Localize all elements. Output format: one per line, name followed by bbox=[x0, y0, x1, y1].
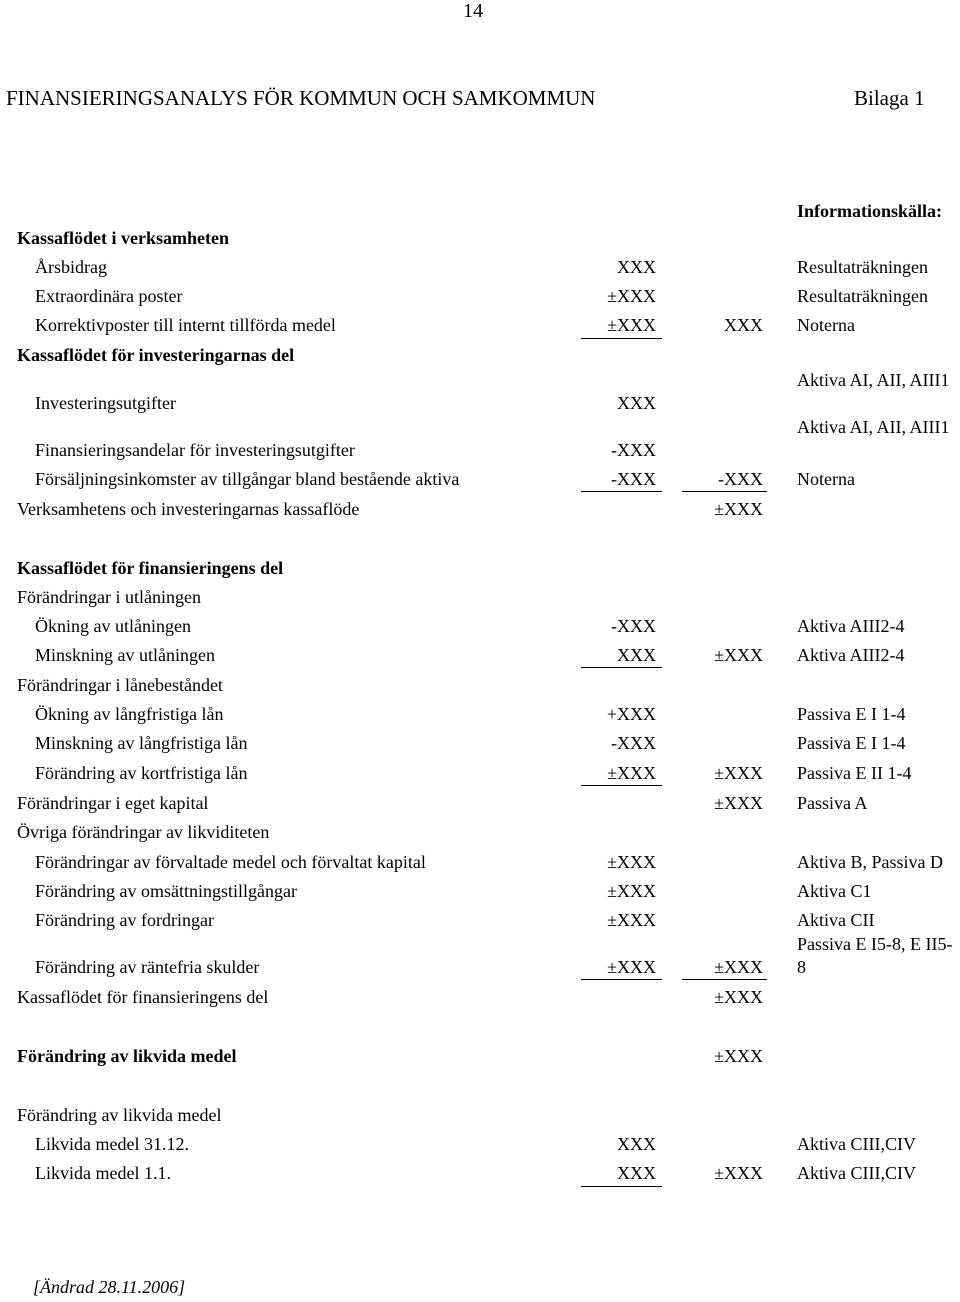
value-column-2: -XXX bbox=[718, 469, 763, 489]
source-reference: Passiva E I 1-4 bbox=[797, 733, 906, 753]
source-reference: Aktiva AI, AII, AIII1 bbox=[797, 417, 950, 437]
source-reference: Aktiva AIII2-4 bbox=[797, 645, 905, 665]
table-row bbox=[0, 733, 960, 762]
table-row bbox=[0, 1163, 960, 1192]
source-reference: Aktiva AI, AII, AIII1 bbox=[797, 370, 950, 390]
underline bbox=[581, 667, 662, 668]
table-row bbox=[0, 286, 960, 315]
table-row bbox=[0, 469, 960, 498]
table-row bbox=[0, 934, 960, 986]
source-reference: Resultaträkningen bbox=[797, 257, 928, 277]
source-reference: Aktiva CII bbox=[797, 910, 875, 930]
source-reference: Passiva A bbox=[797, 793, 868, 813]
row-label: Förändring av omsättningstillgångar bbox=[35, 881, 297, 901]
row-label: Årsbidrag bbox=[35, 257, 107, 277]
document-title: FINANSIERINGSANALYS FÖR KOMMUN OCH SAMKOMMUN bbox=[6, 86, 596, 110]
source-reference: Aktiva AIII2-4 bbox=[797, 616, 905, 636]
underline bbox=[682, 491, 767, 492]
amendment-note: [Ändrad 28.11.2006] bbox=[33, 1277, 186, 1297]
value-column-1: ±XXX bbox=[607, 763, 656, 783]
value-column-1: XXX bbox=[617, 1134, 656, 1154]
group-heading bbox=[0, 822, 960, 851]
value-column-1: +XXX bbox=[606, 704, 656, 724]
value-column-1: ±XXX bbox=[607, 957, 656, 977]
value-column-2: ±XXX bbox=[714, 987, 763, 1007]
table-row bbox=[0, 257, 960, 286]
table-row bbox=[0, 793, 960, 822]
source-reference: Aktiva B, Passiva D bbox=[797, 852, 943, 872]
underline bbox=[581, 979, 662, 980]
row-label: Förändringar i eget kapital bbox=[17, 793, 209, 813]
source-reference: Aktiva CIII,CIV bbox=[797, 1134, 916, 1154]
row-label: Minskning av långfristiga lån bbox=[35, 733, 248, 753]
table-row bbox=[0, 704, 960, 733]
table-row bbox=[0, 417, 960, 469]
row-label: Förändring av räntefria skulder bbox=[35, 957, 260, 977]
value-column-1: ±XXX bbox=[607, 881, 656, 901]
row-label: Kassaflödet för finansieringens del bbox=[17, 558, 284, 578]
group-heading bbox=[0, 587, 960, 616]
subtotal-row bbox=[0, 987, 960, 1016]
table-row bbox=[0, 881, 960, 910]
value-column-1: ±XXX bbox=[607, 852, 656, 872]
value-column-2: ±XXX bbox=[714, 1046, 763, 1066]
row-label: Extraordinära poster bbox=[35, 286, 183, 306]
underline bbox=[581, 1186, 662, 1187]
value-column-1: XXX bbox=[617, 645, 656, 665]
source-reference: Aktiva CIII,CIV bbox=[797, 1163, 916, 1183]
subtotal-row bbox=[0, 499, 960, 528]
row-label: Kassaflödet i verksamheten bbox=[17, 228, 229, 248]
value-column-1: -XXX bbox=[611, 616, 656, 636]
underline bbox=[682, 979, 767, 980]
row-label: Minskning av utlåningen bbox=[35, 645, 215, 665]
source-reference: Passiva E I5-8, E II5-8 bbox=[797, 934, 953, 977]
source-reference: Passiva E II 1-4 bbox=[797, 763, 912, 783]
row-label: Likvida medel 31.12. bbox=[35, 1134, 189, 1154]
value-column-2: ±XXX bbox=[714, 645, 763, 665]
value-column-2: ±XXX bbox=[714, 957, 763, 977]
information-source-header: Informationskälla: bbox=[797, 201, 943, 221]
row-label: Förändring av kortfristiga lån bbox=[35, 763, 248, 783]
row-label: Försäljningsinkomster av tillgångar bland bestående aktiva bbox=[35, 469, 460, 489]
value-column-2: ±XXX bbox=[714, 763, 763, 783]
table-row bbox=[0, 763, 960, 792]
section-heading bbox=[0, 228, 960, 257]
value-column-2: ±XXX bbox=[714, 793, 763, 813]
source-reference: Noterna bbox=[797, 469, 855, 489]
row-label: Investeringsutgifter bbox=[35, 393, 176, 413]
table-row bbox=[0, 1134, 960, 1163]
value-column-1: -XXX bbox=[611, 733, 656, 753]
table-row bbox=[0, 852, 960, 881]
value-column-1: ±XXX bbox=[607, 910, 656, 930]
value-column-1: ±XXX bbox=[607, 315, 656, 335]
underline bbox=[581, 491, 662, 492]
value-column-2: XXX bbox=[724, 315, 763, 335]
row-label: Övriga förändringar av likviditeten bbox=[17, 822, 270, 842]
row-label: Förändringar av förvaltade medel och förvaltat kapital bbox=[35, 852, 426, 872]
value-column-1: XXX bbox=[617, 1163, 656, 1183]
table-row bbox=[0, 315, 960, 344]
row-label: Verksamhetens och investeringarnas kassaflöde bbox=[17, 499, 360, 519]
value-column-1: XXX bbox=[617, 257, 656, 277]
value-column-1: XXX bbox=[617, 393, 656, 413]
row-label: Förändring av likvida medel bbox=[17, 1105, 222, 1125]
appendix-label: Bilaga 1 bbox=[854, 86, 925, 110]
total-row bbox=[0, 1046, 960, 1075]
underline bbox=[581, 785, 662, 786]
row-label: Ökning av utlåningen bbox=[35, 616, 191, 636]
source-reference: Passiva E I 1-4 bbox=[797, 704, 906, 724]
row-label: Förändring av likvida medel bbox=[17, 1046, 237, 1066]
group-heading bbox=[0, 1105, 960, 1134]
source-reference: Aktiva C1 bbox=[797, 881, 872, 901]
row-label: Förändringar i lånebeståndet bbox=[17, 675, 223, 695]
group-heading bbox=[0, 675, 960, 704]
value-column-2: ±XXX bbox=[714, 499, 763, 519]
section-heading bbox=[0, 558, 960, 587]
row-label: Kassaflödet för investeringarnas del bbox=[17, 345, 295, 365]
source-reference: Noterna bbox=[797, 315, 855, 335]
source-reference: Resultaträkningen bbox=[797, 286, 928, 306]
value-column-1: ±XXX bbox=[607, 286, 656, 306]
row-label: Kassaflödet för finansieringens del bbox=[17, 987, 269, 1007]
table-row bbox=[0, 645, 960, 674]
value-column-2: ±XXX bbox=[714, 1163, 763, 1183]
value-column-1: -XXX bbox=[611, 469, 656, 489]
page-number: 14 bbox=[463, 0, 483, 22]
row-label: Likvida medel 1.1. bbox=[35, 1163, 171, 1183]
row-label: Förändringar i utlåningen bbox=[17, 587, 201, 607]
underline bbox=[581, 338, 662, 339]
row-label: Korrektivposter till internt tillförda medel bbox=[35, 315, 336, 335]
row-label: Ökning av långfristiga lån bbox=[35, 704, 224, 724]
row-label: Finansieringsandelar för investeringsutgifter bbox=[35, 440, 355, 460]
row-label: Förändring av fordringar bbox=[35, 910, 214, 930]
table-row bbox=[0, 616, 960, 645]
value-column-1: -XXX bbox=[611, 440, 656, 460]
